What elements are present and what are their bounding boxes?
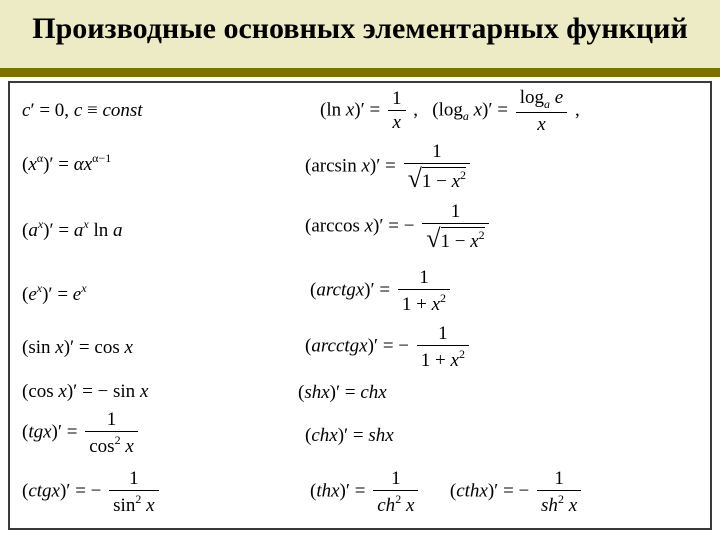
formula-power: $(x^\alpha)' = \alpha x^{\alpha-1}$ [22, 151, 112, 175]
formula-ctg: (ctgx)′ = − $\frac{1}{\sin^2 x}$ [22, 469, 162, 515]
formula-sh: (shx)′ = chx [298, 382, 387, 403]
title-underline [0, 68, 720, 77]
formula-constant: c′ = 0, c ≡ const [22, 100, 143, 121]
formula-cos: (cos x)′ = − sin x [22, 381, 149, 402]
formula-sin: (sin x)′ = cos x [22, 337, 133, 358]
formula-arccos: (arccos x)′ = − $\frac{1}{√1 - x^2}$ [305, 202, 492, 252]
formula-exponential-a: $(a^x)' = a^x$ ln a [22, 217, 123, 241]
formula-ln-log: (ln x)′ = $\frac{1}{x}$ , ($\log_a$ x)′ = $\frac{\log_a e}{x}$ , [320, 87, 580, 135]
title-bar [0, 0, 720, 68]
page-title: Производные основных элементарных функций [32, 12, 688, 45]
formula-tg: (tgx)′ = $\frac{1}{\cos^2 x}$ [22, 410, 141, 456]
formula-exponential-e: $(e^x)' = e^x$ [22, 281, 87, 305]
formula-arctg: (arctgx)′ = $\frac{1}{1 + x^2}$ [310, 268, 453, 314]
formula-ch: (chx)′ = shx [305, 425, 394, 446]
formula-arcctg: (arcctgx)′ = − $\frac{1}{1 + x^2}$ [305, 324, 472, 370]
formula-th-cth: (thx)′ = $\frac{1}{ch^2 x}$ (cthx)′ = − $\frac{1}{sh^2 x}$ [310, 469, 584, 515]
formula-arcsin: (arcsin x)′ = $\frac{1}{√1 - x^2}$ [305, 142, 473, 192]
